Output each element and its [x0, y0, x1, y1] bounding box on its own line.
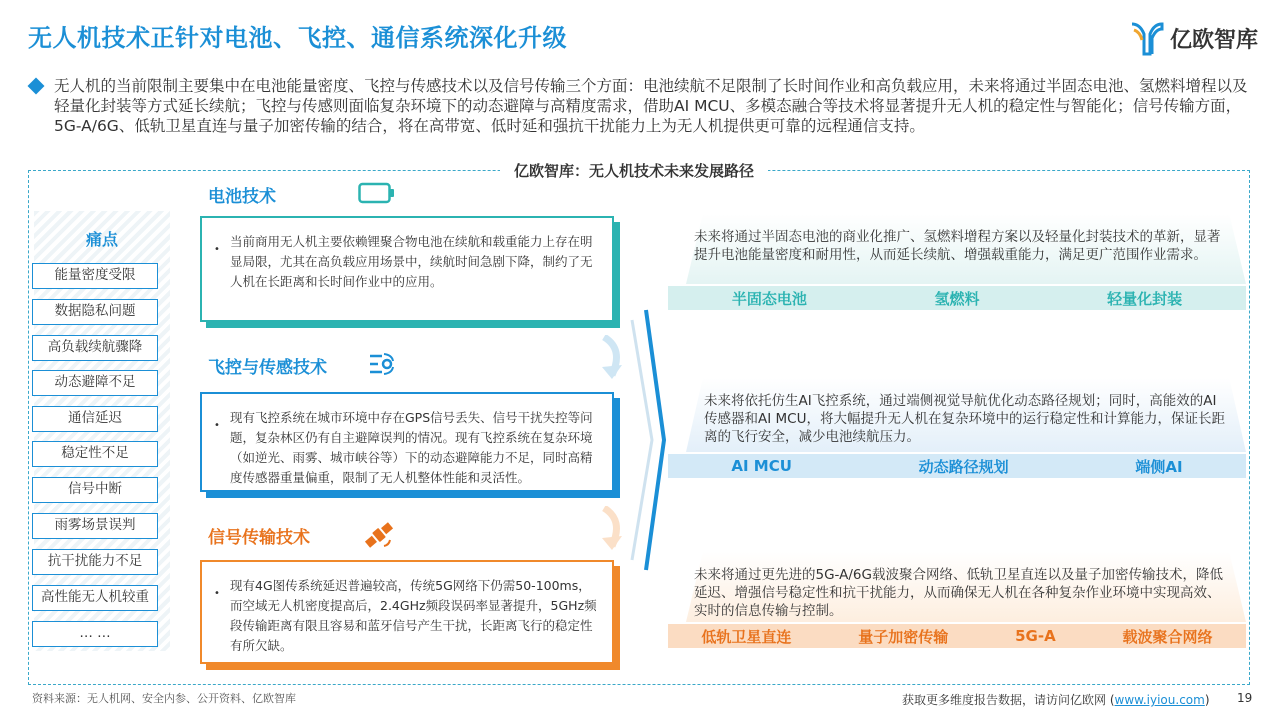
- satellite-icon: [362, 518, 396, 552]
- tag-carrier-aggregation: 载波聚合网络: [1122, 627, 1213, 646]
- tag-semi-solid-battery: 半固态电池: [731, 289, 807, 308]
- bullet-icon: •: [214, 420, 220, 431]
- footer-more-prefix: 获取更多维度报告数据，请访问亿欧网 (: [902, 693, 1115, 707]
- pain-point-item: 高性能无人机较重: [32, 585, 158, 611]
- result-signal-tags: [668, 624, 1246, 648]
- logo: [1130, 18, 1258, 58]
- chevron-right-icon: [624, 300, 674, 580]
- tag-ai-mcu: AI MCU: [731, 457, 792, 475]
- pain-point-item: 稳定性不足: [32, 441, 158, 467]
- card-flight-control: [200, 392, 614, 492]
- result-flight-tags: [668, 454, 1246, 478]
- iyiou-link[interactable]: www.iyiou.com: [1114, 693, 1205, 707]
- card-battery: [200, 216, 614, 322]
- logo-text: 亿欧智库: [1169, 27, 1258, 53]
- pain-point-item: … …: [32, 621, 158, 647]
- pain-point-item: 数据隐私问题: [32, 299, 158, 325]
- section-title-flight-control: 飞控与传感技术: [208, 358, 327, 378]
- tag-hydrogen: 氢燃料: [934, 289, 980, 308]
- pain-point-item: 雨雾场景误判: [32, 513, 158, 539]
- battery-icon: [358, 182, 396, 204]
- tag-leo-satellite: 低轨卫星直连: [701, 627, 792, 646]
- result-signal-text: 未来将通过更先进的5G-A/6G载波聚合网络、低轨卫星直连以及量子加密传输技术，降低延迟、增强信号稳定性和抗干扰能力，从而确保无人机在各种复杂作业环境中实现高效、实时的信息传输与控制。: [694, 567, 1223, 619]
- intro-bullet-icon: [28, 78, 45, 95]
- card-signal: [200, 560, 614, 664]
- yiou-logo-icon: [1130, 20, 1164, 56]
- sensor-icon: [368, 351, 396, 377]
- pain-point-item: 动态避障不足: [32, 370, 158, 396]
- card-battery-text: 当前商用无人机主要依赖锂聚合物电池在续航和载重能力上存在明显局限，尤其在高负载应用场景中，续航时间急剧下降，制约了无人机在长距离和长时间作业中的应用。: [230, 234, 593, 289]
- tag-edge-ai: 端侧AI: [1135, 457, 1183, 476]
- result-battery-tags: [668, 286, 1246, 310]
- section-title-signal: 信号传输技术: [208, 528, 310, 548]
- intro-text: 无人机的当前限制主要集中在电池能量密度、飞控与传感技术以及信号传输三个方面：电池续航不足限制了长时间作业和高负载应用，未来将通过半固态电池、氢燃料增程以及轻量化封装等方式延长续航；飞控与传感则面临复杂环境下的动态避障与高精度需求，借助AI MCU、多模态融合等技术将显著提升无人机的稳定性与智能化；信号传输方面，5G-A/6G、低轨卫星直连与量子加密传输的结合，将在高带宽、低时延和强抗干扰能力上为无人机提供更可靠的远程通信支持。: [54, 77, 1248, 135]
- section-title-battery: 电池技术: [208, 187, 276, 207]
- card-flight-control-text: 现有飞控系统在城市环境中存在GPS信号丢失、信号干扰失控等问题，复杂林区仍有自主避障误判的情况。现有飞控系统在复杂环境（如逆光、雨雾、城市峡谷等）下的动态避障能力不足，同时高精度传感器重量偏重，限制了无人机整体性能和灵活性。: [230, 410, 593, 485]
- bullet-icon: •: [214, 244, 220, 255]
- tag-dynamic-path: 动态路径规划: [918, 457, 1009, 476]
- card-signal-text: 现有4G图传系统延迟普遍较高，传统5G网络下仍需50-100ms，而空域无人机密度提高后，2.4GHz频段误码率显著提升，5GHz频段传输距离有限且容易和蓝牙信号产生干扰，长距离飞行的稳定性有所欠缺。: [230, 578, 597, 653]
- pain-point-item: 通信延迟: [32, 406, 158, 432]
- pain-point-item: 抗干扰能力不足: [32, 549, 158, 575]
- source-note: 资料来源：无人机网、安全内参、公开资料、亿欧智库: [32, 692, 296, 705]
- pain-point-item: 高负载续航骤降: [32, 335, 158, 361]
- tag-quantum-encryption: 量子加密传输: [858, 627, 949, 646]
- pain-point-item: 信号中断: [32, 477, 158, 503]
- result-battery-text: 未来将通过半固态电池的商业化推广、氢燃料增程方案以及轻量化封装技术的革新，显著提升电池能量密度和耐用性，从而延长续航、增强载重能力，满足更广范围作业需求。: [694, 229, 1221, 263]
- page-title: 无人机技术正针对电池、飞控、通信系统深化升级: [28, 24, 567, 52]
- tag-lightweight-packaging: 轻量化封装: [1107, 289, 1183, 308]
- diagram-title: 亿欧智库：无人机技术未来发展路径: [500, 160, 768, 181]
- pain-points-heading: 痛点: [85, 230, 118, 249]
- bullet-icon: •: [214, 588, 220, 599]
- tag-5g-a: 5G-A: [1015, 627, 1056, 645]
- footer-more: [902, 691, 1210, 708]
- page-number: 19: [1237, 691, 1253, 705]
- pain-point-item: 能量密度受限: [32, 263, 158, 289]
- result-flight-text: 未来将依托仿生AI飞控系统，通过端侧视觉导航优化动态路径规划；同时，高能效的AI传感器和AI MCU，将大幅提升无人机在复杂环境中的运行稳定性和计算能力，保证长距离的飞行安全，减少电池续航压力。: [704, 393, 1225, 445]
- footer-more-suffix: ): [1204, 693, 1210, 707]
